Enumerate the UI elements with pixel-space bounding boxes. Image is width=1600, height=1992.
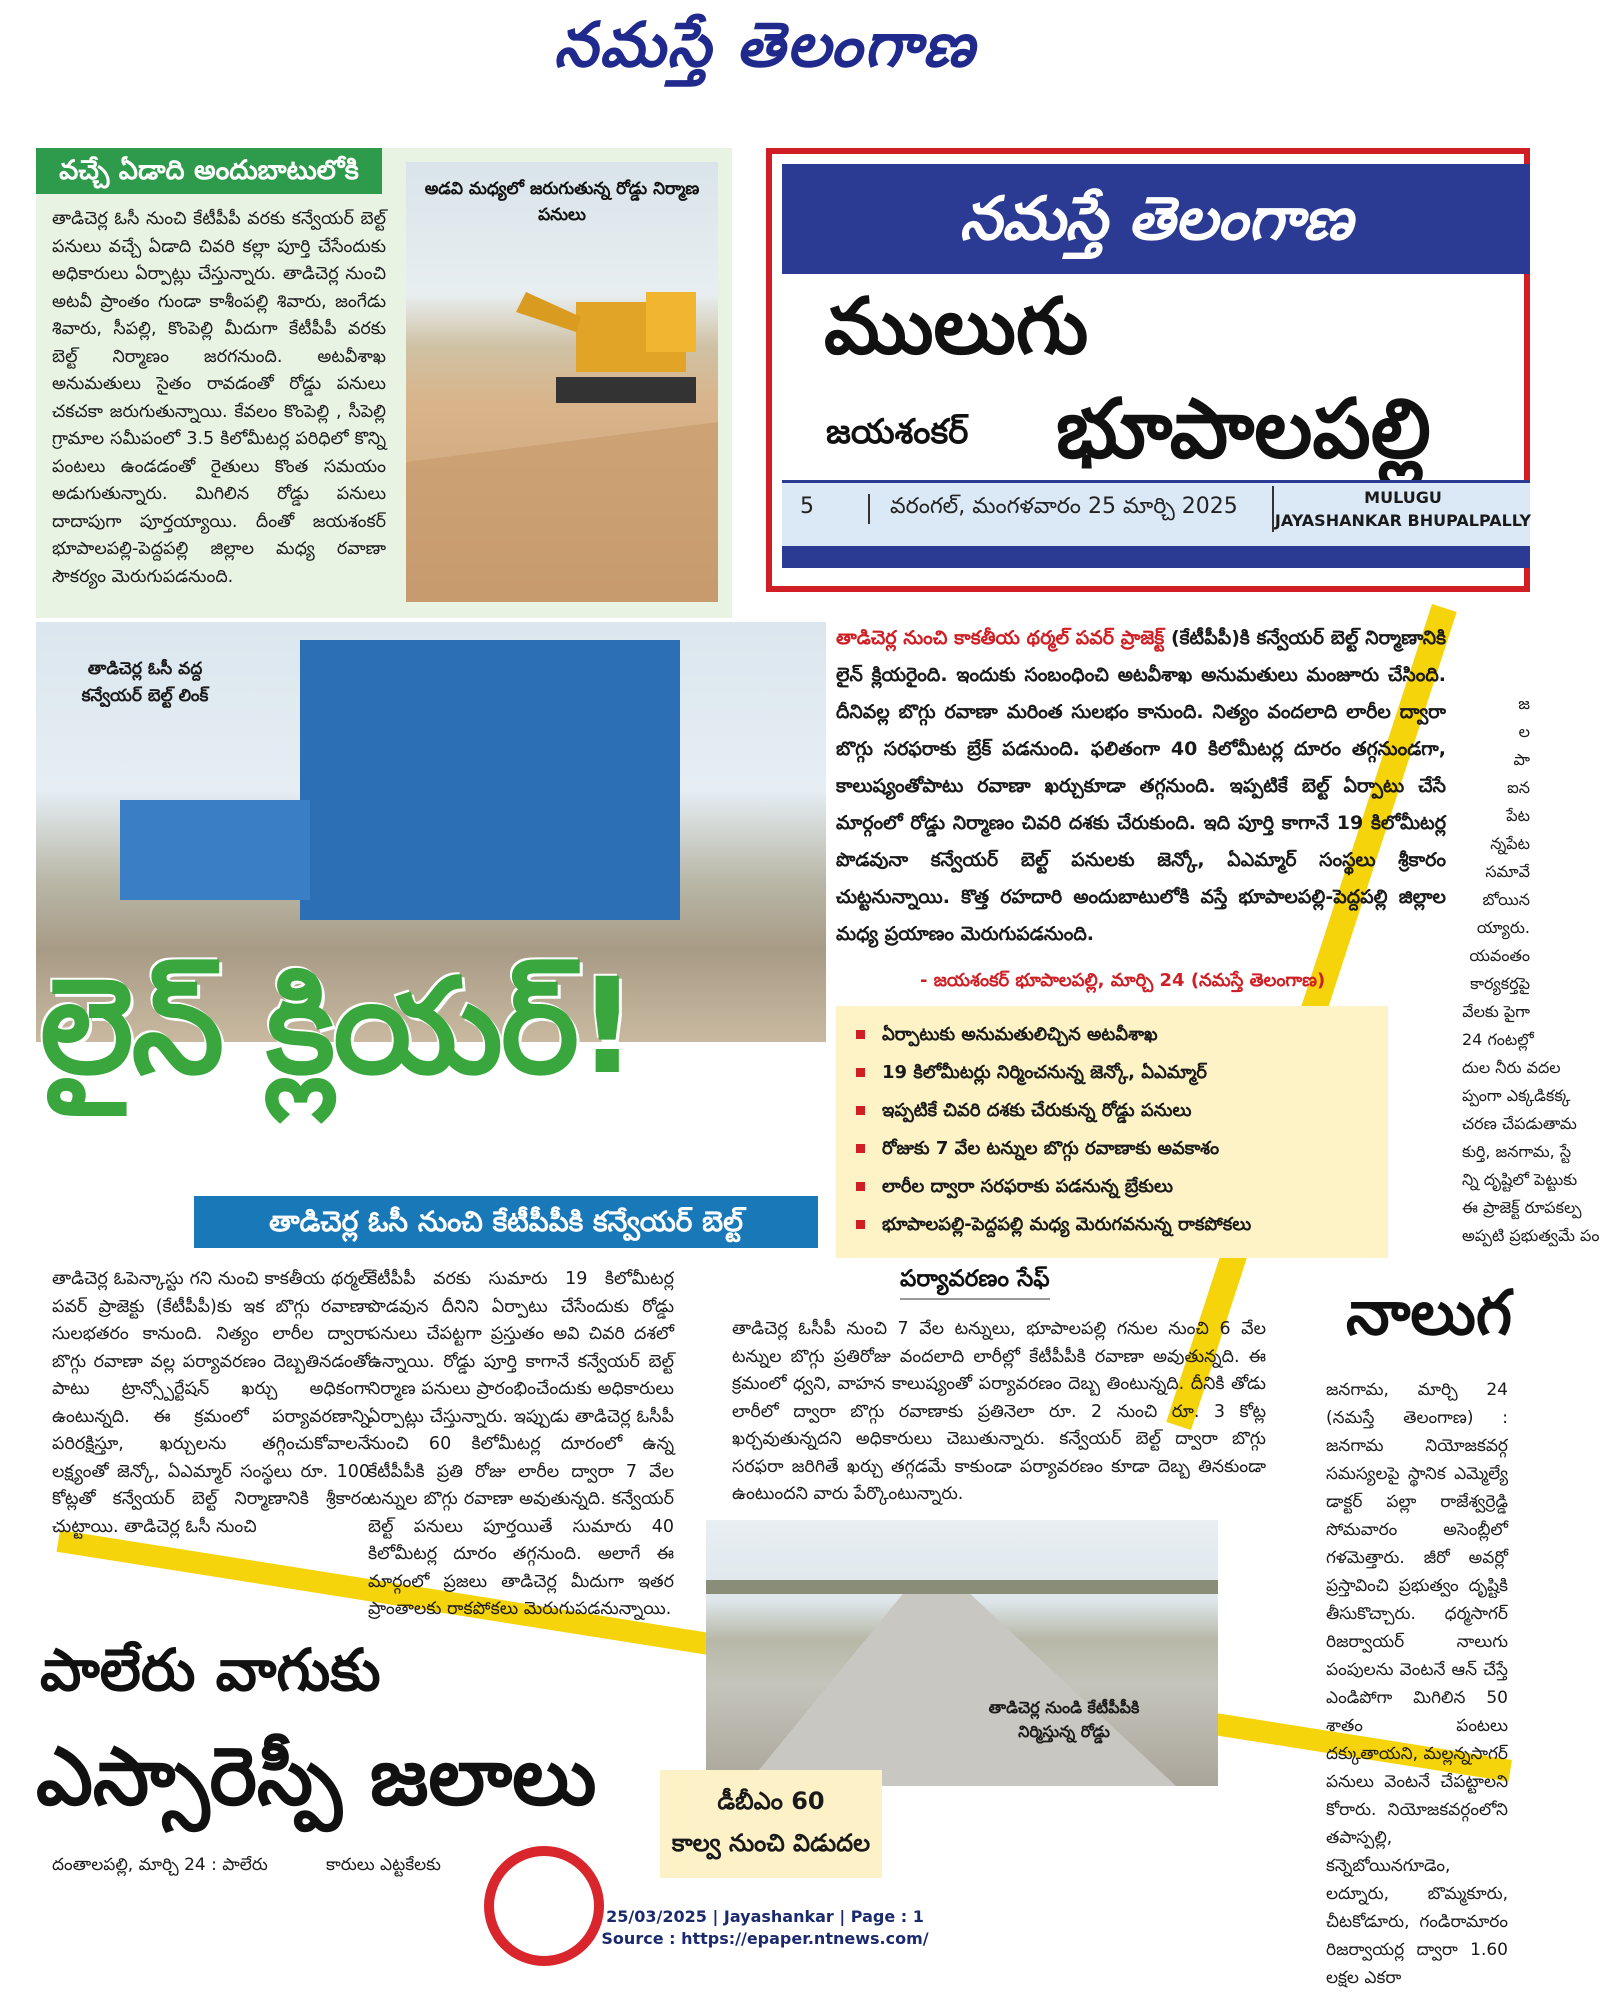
excavator-illustration xyxy=(406,162,718,602)
edge-line: న్ని దృష్టిలో పెట్టుకు xyxy=(1462,1170,1578,1189)
edge-line: వేలకు పైగా xyxy=(1462,1002,1530,1021)
edge-line: న్నపేట xyxy=(1490,834,1530,853)
article-column-4: జనగామ, మార్చి 24 (నమస్తే తెలంగాణ) : జనగామ నియోజకవర్గ సమస్యలపై స్థానిక ఎమ్మెల్యే డాక్టర్ పల్లా రాజేశ్వర్రెడ్డి సోమవారం అసెంబ్లీలో గళమెత్తారు. జీరో అవర్లో ప్రస్తావించి ప్రభుత్వం దృష్టికి తీసుకొచ్చారు. ధర్మసాగర్ రిజర్వాయర్ నాలుగు పంపులను వెంటనే ఆన్ చేస్తే ఎండిపోగా మిగిలిన 50 శాతం పంటలు దక్కుతాయని, మల్లన్నసాగర్ పనులు వెంటనే చేపట్టాలని కోరారు. నియోజకవర్గంలోని తపాస్పల్లి, కన్నెబోయినగూడెం, లద్నూరు, బొమ్మకూరు, చీటకోడూరు, గండిరామారం రిజర్వాయర్ల ద్వారా 1.60 లక్షల ఎకరా xyxy=(1326,1380,1508,1988)
edition-district-mulugu: ములుగు xyxy=(824,282,1089,372)
article-column-2: కేటీపీపీ వరకు సుమారు 19 కిలోమీటర్ల పొడవున దీనిని ఏర్పాటు చేసేందుకు రోడ్డు పనులు చేపట్టగా ప్రస్తుతం అవి చివరి దశలో ఉన్నాయి. రోడ్డు పూర్తి కాగానే కన్వేయర్ బెల్ట్ నిర్మాణ పనులు ప్రారంభించేందుకు అధికారులు ఏర్పాట్లు చేస్తున్నారు. ఇప్పుడు తాడిచెర్ల ఓసీపీ నుంచి 60 కిలోమీటర్ల దూరంలో ఉన్న కేటీపీపీకి ప్రతి రోజు లారీల ద్వారా 7 వేల టన్నుల బొగ్గు రవాణా అవుతున్నది. కన్వేయర్ బెల్ట్ పనులు పూర్తయితే సుమారు 40 కిలోమీటర్ల దూరం తగ్గనుంది. అలాగే ఈ మార్గంలో ప్రజలు తాడిచెర్ల మీదుగా ఇతర ప్రాంతాలకు రాకపోకలు మెరుగుపడనున్నాయి. xyxy=(368,1269,674,1619)
photo-caption: తాడిచెర్ల ఓసీ వద్ద కన్వేయర్ బెల్ట్ లింక్ xyxy=(81,659,209,706)
masthead-logo: నమస్తే తెలంగాణ xyxy=(553,8,977,81)
dbm-subhead-box xyxy=(660,1770,882,1878)
edition-brand: నమస్తే తెలంగాణ xyxy=(782,164,1530,274)
road-photo xyxy=(706,1520,1218,1786)
road-construction-photo xyxy=(406,162,718,602)
edge-line: సమావే xyxy=(1485,862,1530,881)
article-column-3: తాడిచెర్ల ఓసీపీ నుంచి 7 వేల టన్నులు, భూపాలపల్లి గనుల నుంచి 6 వేల టన్నుల బొగ్గు ప్రతిరోజు వందలాది లారీల్లో కేటీపీపీకి రవాణా అవుతున్నది. ఈ క్రమంలో ధ్వని, వాహన కాలుష్యంతో పర్యావరణం దెబ్బ తింటున్నది. దీనికి తోడు లారీలో ద్వారా బొగ్గు రవాణాకు ప్రతినెలా రూ. 2 నుంచి రూ. 3 కోట్ల ఖర్చవుతున్నదని అధికారులు చెబుతున్నారు. కన్వేయర్ బెల్ట్ ద్వారా బొగ్గు సరఫరా జరిగితే ఖర్చు తగ్గడమే కాకుండా పర్యావరణం కూడా దెబ్బ తినకుండా ఉంటుందని వారు పేర్కొంటున్నారు. xyxy=(732,1319,1266,1504)
dbm-line1: డీబీఎం 60 xyxy=(717,1787,825,1815)
byline: - జయశంకర్ భూపాలపల్లి, మార్చి 24 (నమస్తే తెలంగాణ) xyxy=(920,970,1326,991)
bottom-text-2: కారులు ఎట్టకేలకు xyxy=(326,1855,441,1875)
lead-highlight: తాడిచెర్ల నుంచి కాకతీయ థర్మల్ పవర్ ప్రాజెక్ట్ xyxy=(836,627,1165,649)
edge-line: ఐన xyxy=(1507,778,1530,797)
page-number: 5 xyxy=(800,494,814,519)
edge-line: జ xyxy=(1518,694,1530,713)
main-headline: లైన్ క్లియర్! xyxy=(40,950,636,1104)
edition-english-line2: JAYASHANKAR BHUPALPALLY xyxy=(1274,511,1532,530)
highlight-item: ఏర్పాటుకు అనుమతులిచ్చిన అటవీశాఖ xyxy=(856,1016,1388,1054)
article-column-1: తాడిచెర్ల ఓపెన్కాస్టు గని నుంచి కాకతీయ థర్మల్ పవర్ ప్రాజెక్టు (కేటీపీపీ)కు ఇక బొగ్గు రవాణా సులభతరం కానుంది. నిత్యం లారీల ద్వారా బొగ్గు రవాణా వల్ల పర్యావరణం దెబ్బతినడంతో పాటు ట్రాన్స్పోర్టేషన్ ఖర్చు అధికంగా ఉంటున్నది. ఈ క్రమంలో పర్యావరణాన్ని పరిరక్షిస్తూ, ఖర్చులను తగ్గించుకోవాలనే లక్ష్యంతో జెన్కో, ఏఎమ్మార్ సంస్థలు రూ. 100 కోట్లతో కన్వేయర్ బెల్ట్ నిర్మాణానికి శ్రీకారం చుట్టాయి. తాడిచెర్ల ఓసీ నుంచి xyxy=(52,1269,370,1537)
edge-line: కార్యకర్తపై xyxy=(1470,974,1530,993)
sub-headline: తాడిచెర్ల ఓసీ నుంచి కేటీపీపీకి కన్వేయర్ బెల్ట్ xyxy=(194,1196,818,1248)
edge-line: ఈ ప్రాజెక్ట్ రూపకల్ప xyxy=(1462,1198,1582,1217)
page-footer xyxy=(0,1906,1530,1950)
edge-line: 24 గంటల్లో xyxy=(1462,1030,1534,1049)
edition-prefix: జయశంకర్ xyxy=(826,412,969,452)
right-edge-column xyxy=(1462,690,1600,1250)
road-illustration xyxy=(706,1520,1218,1786)
story-text: తాడిచెర్ల ఓసీ నుంచి కేటీపీపీ వరకు కన్వేయర్ బెల్ట్ పనులు వచ్చే ఏడాది చివరి కల్లా పూర్తి చేసేందుకు అధికారులు ఏర్పాట్లు చేస్తున్నారు. తాడిచెర్ల నుంచి అటవీ ప్రాంతం గుండా కాశీంపల్లి శివారు, జంగేడు శివారు, సీపల్లి, కొంపెల్లి మీదుగా కేటీపీపీ వరకు బెల్ట్ నిర్మాణం జరగనుంది. అటవీశాఖ అనుమతులు సైతం రావడంతో రోడ్డు పనులు చకచకా జరుగుతున్నాయి. కేవలం కొంపెల్లి , సీపెల్లి గ్రామాల సమీపంలో 3.5 కిలోమీటర్ల పరిధిలో కొన్ని పంటలు ఉండడంతో రైతులు కొంత సమయం అడుగుతున్నారు. మిగిలిన రోడ్డు పనులు దాదాపుగా పూర్తయ్యాయి. దీంతో జయశంకర్ భూపాలపల్లి-పెద్దపల్లి జిల్లాల మధ్య రవాణా సౌకర్యం మెరుగుపడనుంది. xyxy=(52,209,386,587)
conveyor-building-small xyxy=(120,800,310,900)
highlight-item: భూపాలపల్లి-పెద్దపల్లి మధ్య మెరుగవనున్న రాకపోకలు xyxy=(856,1206,1388,1244)
edge-line: అప్పటి ప్రభుత్వమే పం xyxy=(1462,1226,1600,1245)
edge-line: బోయిన xyxy=(1482,890,1530,909)
edge-line: యవంతం xyxy=(1469,946,1530,965)
footer-edition-line: 25/03/2025 | Jayashankar | Page : 1 xyxy=(606,1907,924,1926)
lead-paragraph xyxy=(836,620,1446,953)
edge-line: పా xyxy=(1513,750,1530,769)
photo-caption: అడవి మధ్యలో జరుగుతున్న రోడ్డు నిర్మాణ పనులు xyxy=(424,179,700,225)
edition-english-name xyxy=(1272,486,1532,532)
bottom-headline-1: పాలేరు వాగుకు xyxy=(40,1636,381,1704)
edge-line: ప్పంగా ఎక్కడికక్క xyxy=(1462,1086,1571,1105)
highlight-item: ఇప్పటికే చివరి దశకు చేరుకున్న రోడ్డు పనులు xyxy=(856,1092,1388,1130)
edge-line: చరణ చేపడుతామ xyxy=(1462,1114,1577,1133)
edge-line: య్యారు. xyxy=(1476,918,1530,937)
highlight-item: రోజుకు 7 వేల టన్నుల బొగ్గు రవాణాకు అవకాశం xyxy=(856,1130,1388,1168)
right-headline: నాలుగ xyxy=(1346,1276,1512,1349)
lead-text: (కేటీపీపీ)కి కన్వేయర్ బెల్ట్ నిర్మాణానికి లైన్ క్లియరైంది. ఇందుకు సంబంధించి అటవీశాఖ అనుమతులు మంజూరు చేసింది. దీనివల్ల బొగ్గు రవాణా మరింత సులభం కానుంది. నిత్యం వందలాది లారీల ద్వారా బొగ్గు సరఫరాకు బ్రేక్ పడనుంది. ఫలితంగా 40 కిలోమీటర్ల దూరం తగ్గనుండగా, కాలుష్యంతోపాటు రవాణా ఖర్చుకూడా తగ్గనుంది. ఇప్పటికే బెల్ట్ ఏర్పాటు చేసే మార్గంలో రోడ్డు నిర్మాణం చివరి దశకు చేరుకుంది. ఇది పూర్తి కాగానే 19 కిలోమీటర్ల పొడవునా కన్వేయర్ బెల్ట్ పనులకు జెన్కో, ఏఎమ్మార్ సంస్థలు శ్రీకారం చుట్టనున్నాయి. కొత్త రహదారి అందుబాటులోకి వస్తే భూపాలపల్లి-పెద్దపల్లి జిల్లాల మధ్య ప్రయాణం మెరుగుపడనుంది. xyxy=(836,627,1446,945)
edge-line: పేట xyxy=(1506,806,1530,825)
footer-source-link[interactable]: Source : https://epaper.ntnews.com/ xyxy=(601,1929,929,1948)
edition-district-bhupalpally: భూపాలపల్లి xyxy=(1056,382,1431,477)
highlights-box xyxy=(836,1006,1388,1258)
edition-bar-stripe xyxy=(782,546,1530,568)
conveyor-building xyxy=(300,640,680,920)
bottom-text-1: దంతాలపల్లి, మార్చి 24 : పాలేరు xyxy=(52,1855,268,1875)
bottom-headline-2: ఎస్సారెస్పీ జలాలు xyxy=(36,1730,597,1823)
story-tag: వచ్చే ఏడాది అందుబాటులోకి xyxy=(36,148,382,194)
edge-line: ల xyxy=(1518,722,1530,741)
section-title: పర్యావరణం సేఫ్ xyxy=(900,1266,1050,1300)
edition-english-line1: MULUGU xyxy=(1364,488,1442,507)
photo-caption: తాడిచెర్ల నుండి కేటీపీపీకి నిర్మిస్తున్న రోడ్డు xyxy=(988,1698,1140,1741)
edge-line: దుల నీరు వదల xyxy=(1462,1058,1561,1077)
dbm-line2: కాల్వ నుంచి విడుదల xyxy=(671,1829,871,1857)
edition-date: వరంగల్, మంగళవారం 25 మార్చి 2025 xyxy=(868,494,1238,524)
highlight-item: 19 కిలోమీటర్లు నిర్మించనున్న జెన్కో, ఏఎమ్మార్ xyxy=(856,1054,1388,1092)
edge-line: కుర్తి, జనగామ, స్టే xyxy=(1462,1142,1572,1161)
highlight-item: లారీల ద్వారా సరఫరాకు పడనున్న బ్రేకులు xyxy=(856,1168,1388,1206)
